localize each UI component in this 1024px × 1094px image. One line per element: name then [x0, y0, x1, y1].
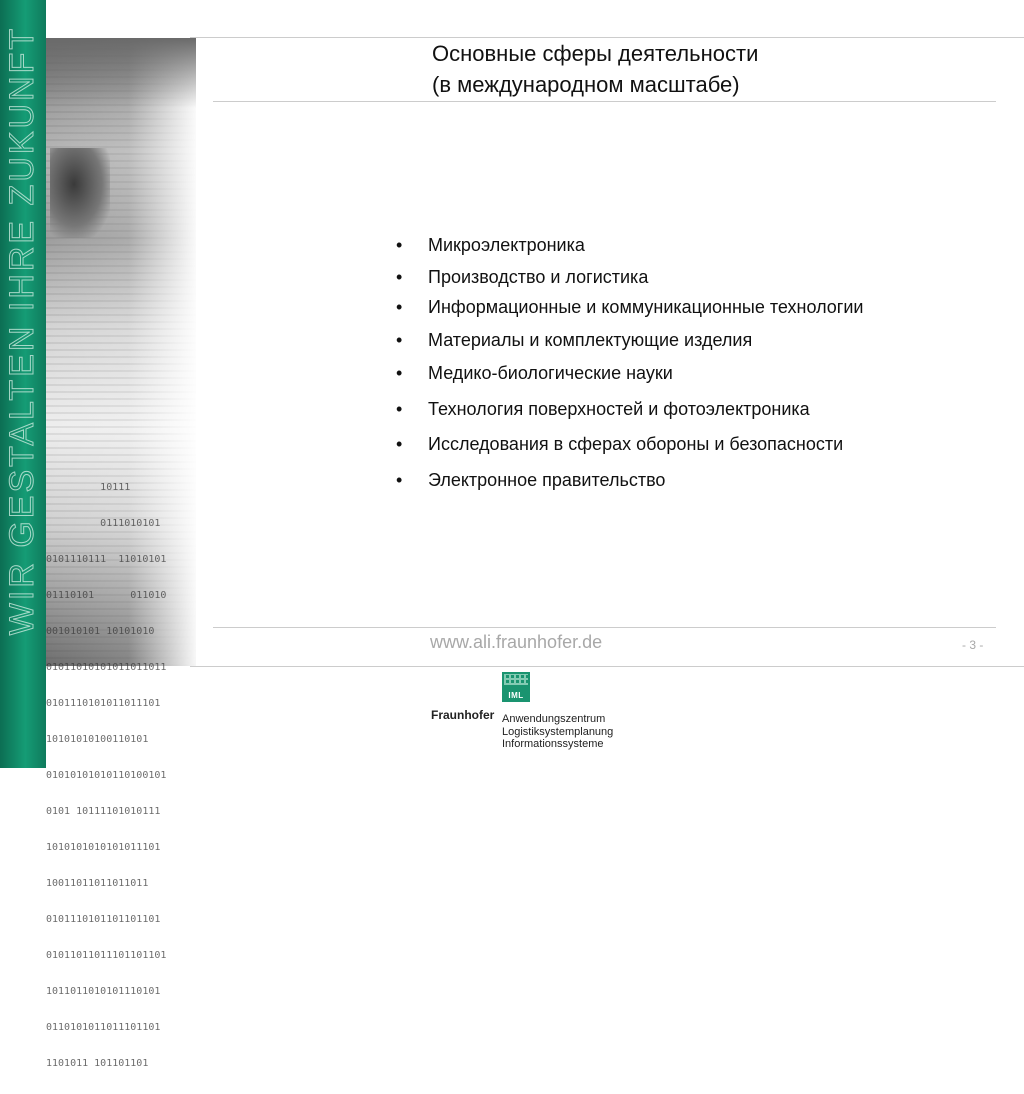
vertical-slogan: [0, 0, 46, 660]
institute-line-1: Anwendungszentrum: [502, 713, 606, 725]
forklift-photo: [50, 148, 110, 238]
institute-line-3: Informationssysteme: [502, 738, 604, 750]
page-number: - 3 -: [962, 638, 984, 652]
iml-grid-icon: [504, 674, 528, 685]
binary-row: 1011011010101110101: [46, 986, 161, 997]
bottom-divider: [190, 666, 1024, 667]
binary-row: 0101 10111101010111: [46, 806, 161, 817]
binary-row: 1010101010101011101: [46, 842, 161, 853]
iml-logo-label: IML: [508, 691, 524, 700]
iml-logo-icon: [502, 672, 530, 702]
bullet-marker: •: [396, 235, 403, 255]
list-item-text: Электронное правительство: [428, 470, 666, 490]
bullet-marker: •: [396, 330, 403, 350]
footer-divider: [213, 627, 996, 628]
bullet-marker: •: [396, 297, 403, 317]
title-divider: [213, 101, 996, 102]
binary-row: 10111: [46, 482, 131, 493]
binary-row: 1101011 101101101: [46, 1058, 149, 1069]
binary-row: 01010101010110100101: [46, 770, 167, 781]
list-item-text: Микроэлектроника: [428, 235, 585, 255]
bullet-marker: •: [396, 399, 403, 419]
binary-row: 01011010101011011011: [46, 662, 167, 673]
binary-row: 10011011011011011: [46, 878, 149, 889]
institute-name: [502, 713, 613, 751]
list-item: [396, 363, 673, 384]
binary-row: 0101110101011011101: [46, 698, 161, 709]
fraunhofer-logo-text: Fraunhofer: [431, 708, 495, 722]
vertical-slogan-text: WIR GESTALTEN IHRE ZUKUNFT: [3, 25, 42, 635]
bullet-marker: •: [396, 363, 403, 383]
bullet-marker: •: [396, 470, 403, 490]
list-item: [396, 235, 585, 256]
list-item: [396, 399, 810, 420]
title-line-2: (в международном масштабе): [432, 72, 740, 97]
list-item-text: Производство и логистика: [428, 267, 649, 287]
binary-row: 001010101 10101010: [46, 626, 155, 637]
list-item: [396, 297, 863, 318]
collage-warehouse-shade: [46, 38, 196, 108]
binary-code-pattern: [46, 458, 196, 1094]
title-line-1: Основные сферы деятельности: [432, 41, 759, 66]
list-item: [396, 434, 843, 455]
list-item: [396, 267, 648, 288]
list-item-text: Материалы и комплектующие изделия: [428, 330, 753, 350]
binary-row: 01011011011101101101: [46, 950, 167, 961]
binary-row: 10101010100110101: [46, 734, 149, 745]
bullet-marker: •: [396, 434, 403, 454]
list-item-text: Информационные и коммуникационные технологии: [428, 297, 864, 317]
binary-row: 01110101 011010: [46, 590, 167, 601]
slide-title: [432, 38, 992, 100]
binary-row: 0101110101101101101: [46, 914, 161, 925]
decorative-photo-collage: [46, 38, 196, 1069]
list-item-text: Исследования в сферах обороны и безопасности: [428, 434, 844, 454]
list-item: [396, 470, 665, 491]
bullet-marker: •: [396, 267, 403, 287]
list-item-text: Технология поверхностей и фотоэлектроника: [428, 399, 810, 419]
binary-row: 0110101011011101101: [46, 1022, 161, 1033]
list-item: [396, 330, 752, 351]
binary-row: 0111010101: [46, 518, 161, 529]
footer-url: www.ali.fraunhofer.de: [430, 632, 603, 652]
institute-line-2: Logistiksystemplanung: [502, 725, 614, 738]
list-item-text: Медико-биологические науки: [428, 363, 673, 383]
binary-row: 0101110111 11010101: [46, 554, 167, 565]
